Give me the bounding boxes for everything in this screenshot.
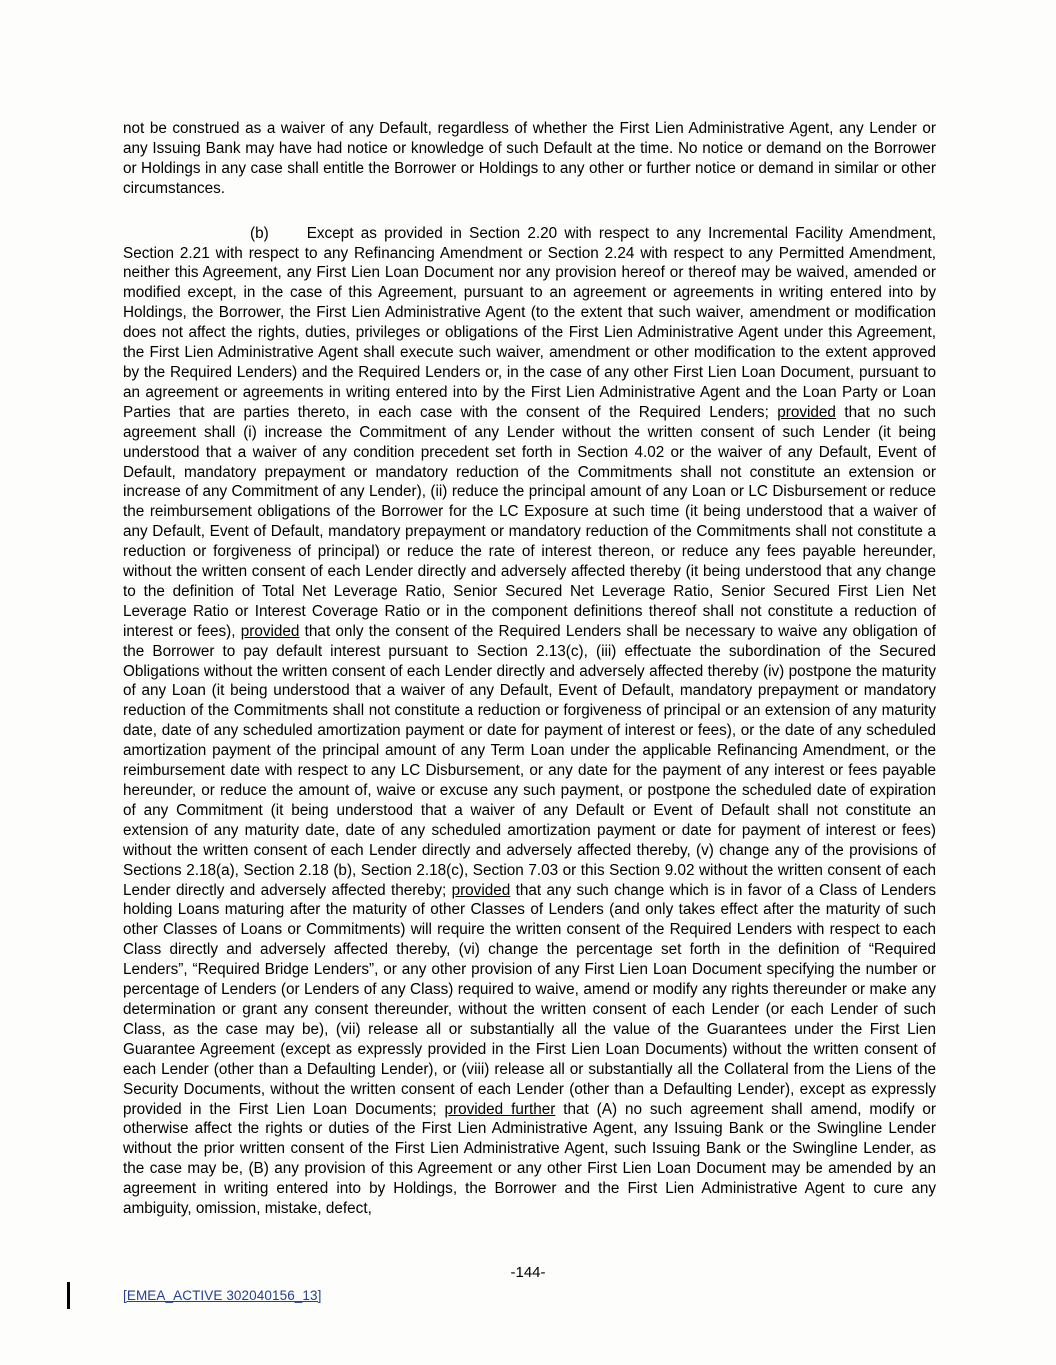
text-segment: not be construed as a waiver of any Default, regardless of whether the First Lien Administrative Agent, any Lender or any Issuing Bank may have had notice or knowledge of such Default at the time. No notice or demand on the Borrower or Holdings in any case shall entitle the Borrower or Holdings to any other or further notice or demand in similar or other circumstances. — [123, 120, 936, 197]
body-text — [123, 119, 936, 1244]
page-number: -144- — [510, 1264, 546, 1281]
text-segment: that any such change which is in favor of a Class of Lenders holding Loans maturing after the maturity of other Classes of Lenders (and only takes effect after the maturity of such other Classes of Loans or Commitments) will require the written consent of the Required Lenders with respect to each Class directly and adversely affected thereby, (vi) change the percentage set forth in the definition of “Required Lenders”, “Required Bridge Lenders”, or any other provision of any First Lien Loan Document specifying the number or percentage of Lenders (or Lenders of any Class) required to waive, amend or modify any rights thereunder or make any determination or grant any consent thereunder, without the written consent of each Lender (or each Lender of such Class, as the case may be), (vii) release all or substantially all the value of the Guarantees under the First Lien Guarantee Agreement (except as expressly provided in the First Lien Loan Documents) without the written consent of each Lender (other than a Defaulting Lender), or (viii) release all or substantially all the Collateral from the Liens of the Security Documents, without the written consent of each Lender (other than a Defaulting Lender), except as expressly provided in the First Lien Loan Documents; — [123, 881, 937, 1118]
text-segment: provided — [451, 881, 511, 899]
document-id-link[interactable]: [EMEA_ACTIVE 302040156_13] — [123, 1288, 322, 1303]
continuation-paragraph — [123, 119, 936, 199]
text-segment: Except as provided in Section 2.20 with respect to any Incremental Facility Amendment, Section 2.21 with respect to any Refinancing Amendment or Section 2.24 with respect to any Permitted Amendment, neither this Agreement, any First Lien Loan Document nor any provision hereof or thereof may be waived, amended or modified except, in the case of this Agreement, pursuant to an agreement or agreements in writing entered into by Holdings, the Borrower, the First Lien Administrative Agent (to the extent that such waiver, amendment or modification does not affect the rights, duties, privileges or obligations of the First Lien Administrative Agent under this Agreement, the First Lien Administrative Agent shall execute such waiver, amendment or other modification to the extent approved by the Required Lenders) and the Required Lenders or, in the case of any other First Lien Loan Document, pursuant to an agreement or agreements in writing entered into by the First Lien Administrative Agent and the Loan Party or Loan Parties that are parties thereto, in each case with the consent of the Required Lenders; — [123, 224, 936, 421]
subsection-b-paragraph — [123, 224, 936, 1219]
text-segment: provided — [240, 622, 300, 640]
text-segment: that (A) no such agreement shall amend, modify or otherwise affect the rights or duties of the First Lien Administrative Agent, any Issuing Bank or the Swingline Lender without the prior written consent of the First Lien Administrative Agent, such Issuing Bank or the Swingline Lender, as the case may be, (B) any provision of this Agreement or any other First Lien Loan Document may be amended by an agreement in writing entered into by Holdings, the Borrower and the First Lien Administrative Agent to cure any ambiguity, omission, mistake, defect, — [123, 1100, 936, 1218]
change-bar — [67, 1282, 70, 1309]
text-segment: that only the consent of the Required Lenders shall be necessary to waive any obligation of the Borrower to pay default interest pursuant to Section 2.13(c), (iii) effectuate the subordination of the Secured Obligations without the written consent of each Lender directly and adversely affected thereby (iv) postpone the maturity of any Loan (it being understood that a waiver of any Default, Event of Default, mandatory prepayment or mandatory reduction of the Commitments shall not constitute a reduction or forgiveness of principal or an extension of any maturity date, date of any scheduled amortization payment or date for payment of interest or fees), or the date of any scheduled amortization payment of the principal amount of any Term Loan under the applicable Refinancing Amendment, or the reimbursement date with respect to any LC Disbursement, or any date for the payment of any interest or fees payable hereunder, or reduce the amount of, waive or excuse any such payment, or postpone the scheduled date of expiration of any Commitment (it being understood that a waiver of any Default or Event of Default shall not constitute an extension of any maturity date, date of any scheduled amortization payment or date for payment of interest or fees) without the written consent of each Lender directly and adversely affected thereby, (v) change any of the provisions of Sections 2.18(a), Section 2.18 (b), Section 2.18(c), Section 7.03 or this Section 9.02 without the written consent of each Lender directly and adversely affected thereby; — [123, 622, 937, 899]
text-segment: that no such agreement shall (i) increase the Commitment of any Lender without the written consent of such Lender (it being understood that a waiver of any condition precedent set forth in Section 4.02 or the waiver of any Default, Event of Default, mandatory prepayment or mandatory reduction of the Commitments shall not constitute an extension or increase of any Commitment of any Lender), (ii) reduce the principal amount of any Loan or LC Disbursement or reduce the reimbursement obligations of the Borrower for the LC Exposure at such time (it being understood that a waiver of any Default, Event of Default, mandatory prepayment or mandatory reduction of the Commitments shall not constitute a reduction or forgiveness of principal) or reduce the rate of interest thereon, or reduce any fees payable hereunder, without the written consent of each Lender directly and adversely affected thereby (it being understood that any change to the definition of Total Net Leverage Ratio, Senior Secured Net Leverage Ratio, Senior Secured First Lien Net Leverage Ratio or Interest Coverage Ratio or in the component definitions thereof shall not constitute a reduction of interest or fees), — [123, 403, 936, 640]
text-segment: provided further — [444, 1100, 556, 1118]
text-segment: (b) — [250, 224, 269, 242]
text-segment: provided — [777, 403, 836, 421]
